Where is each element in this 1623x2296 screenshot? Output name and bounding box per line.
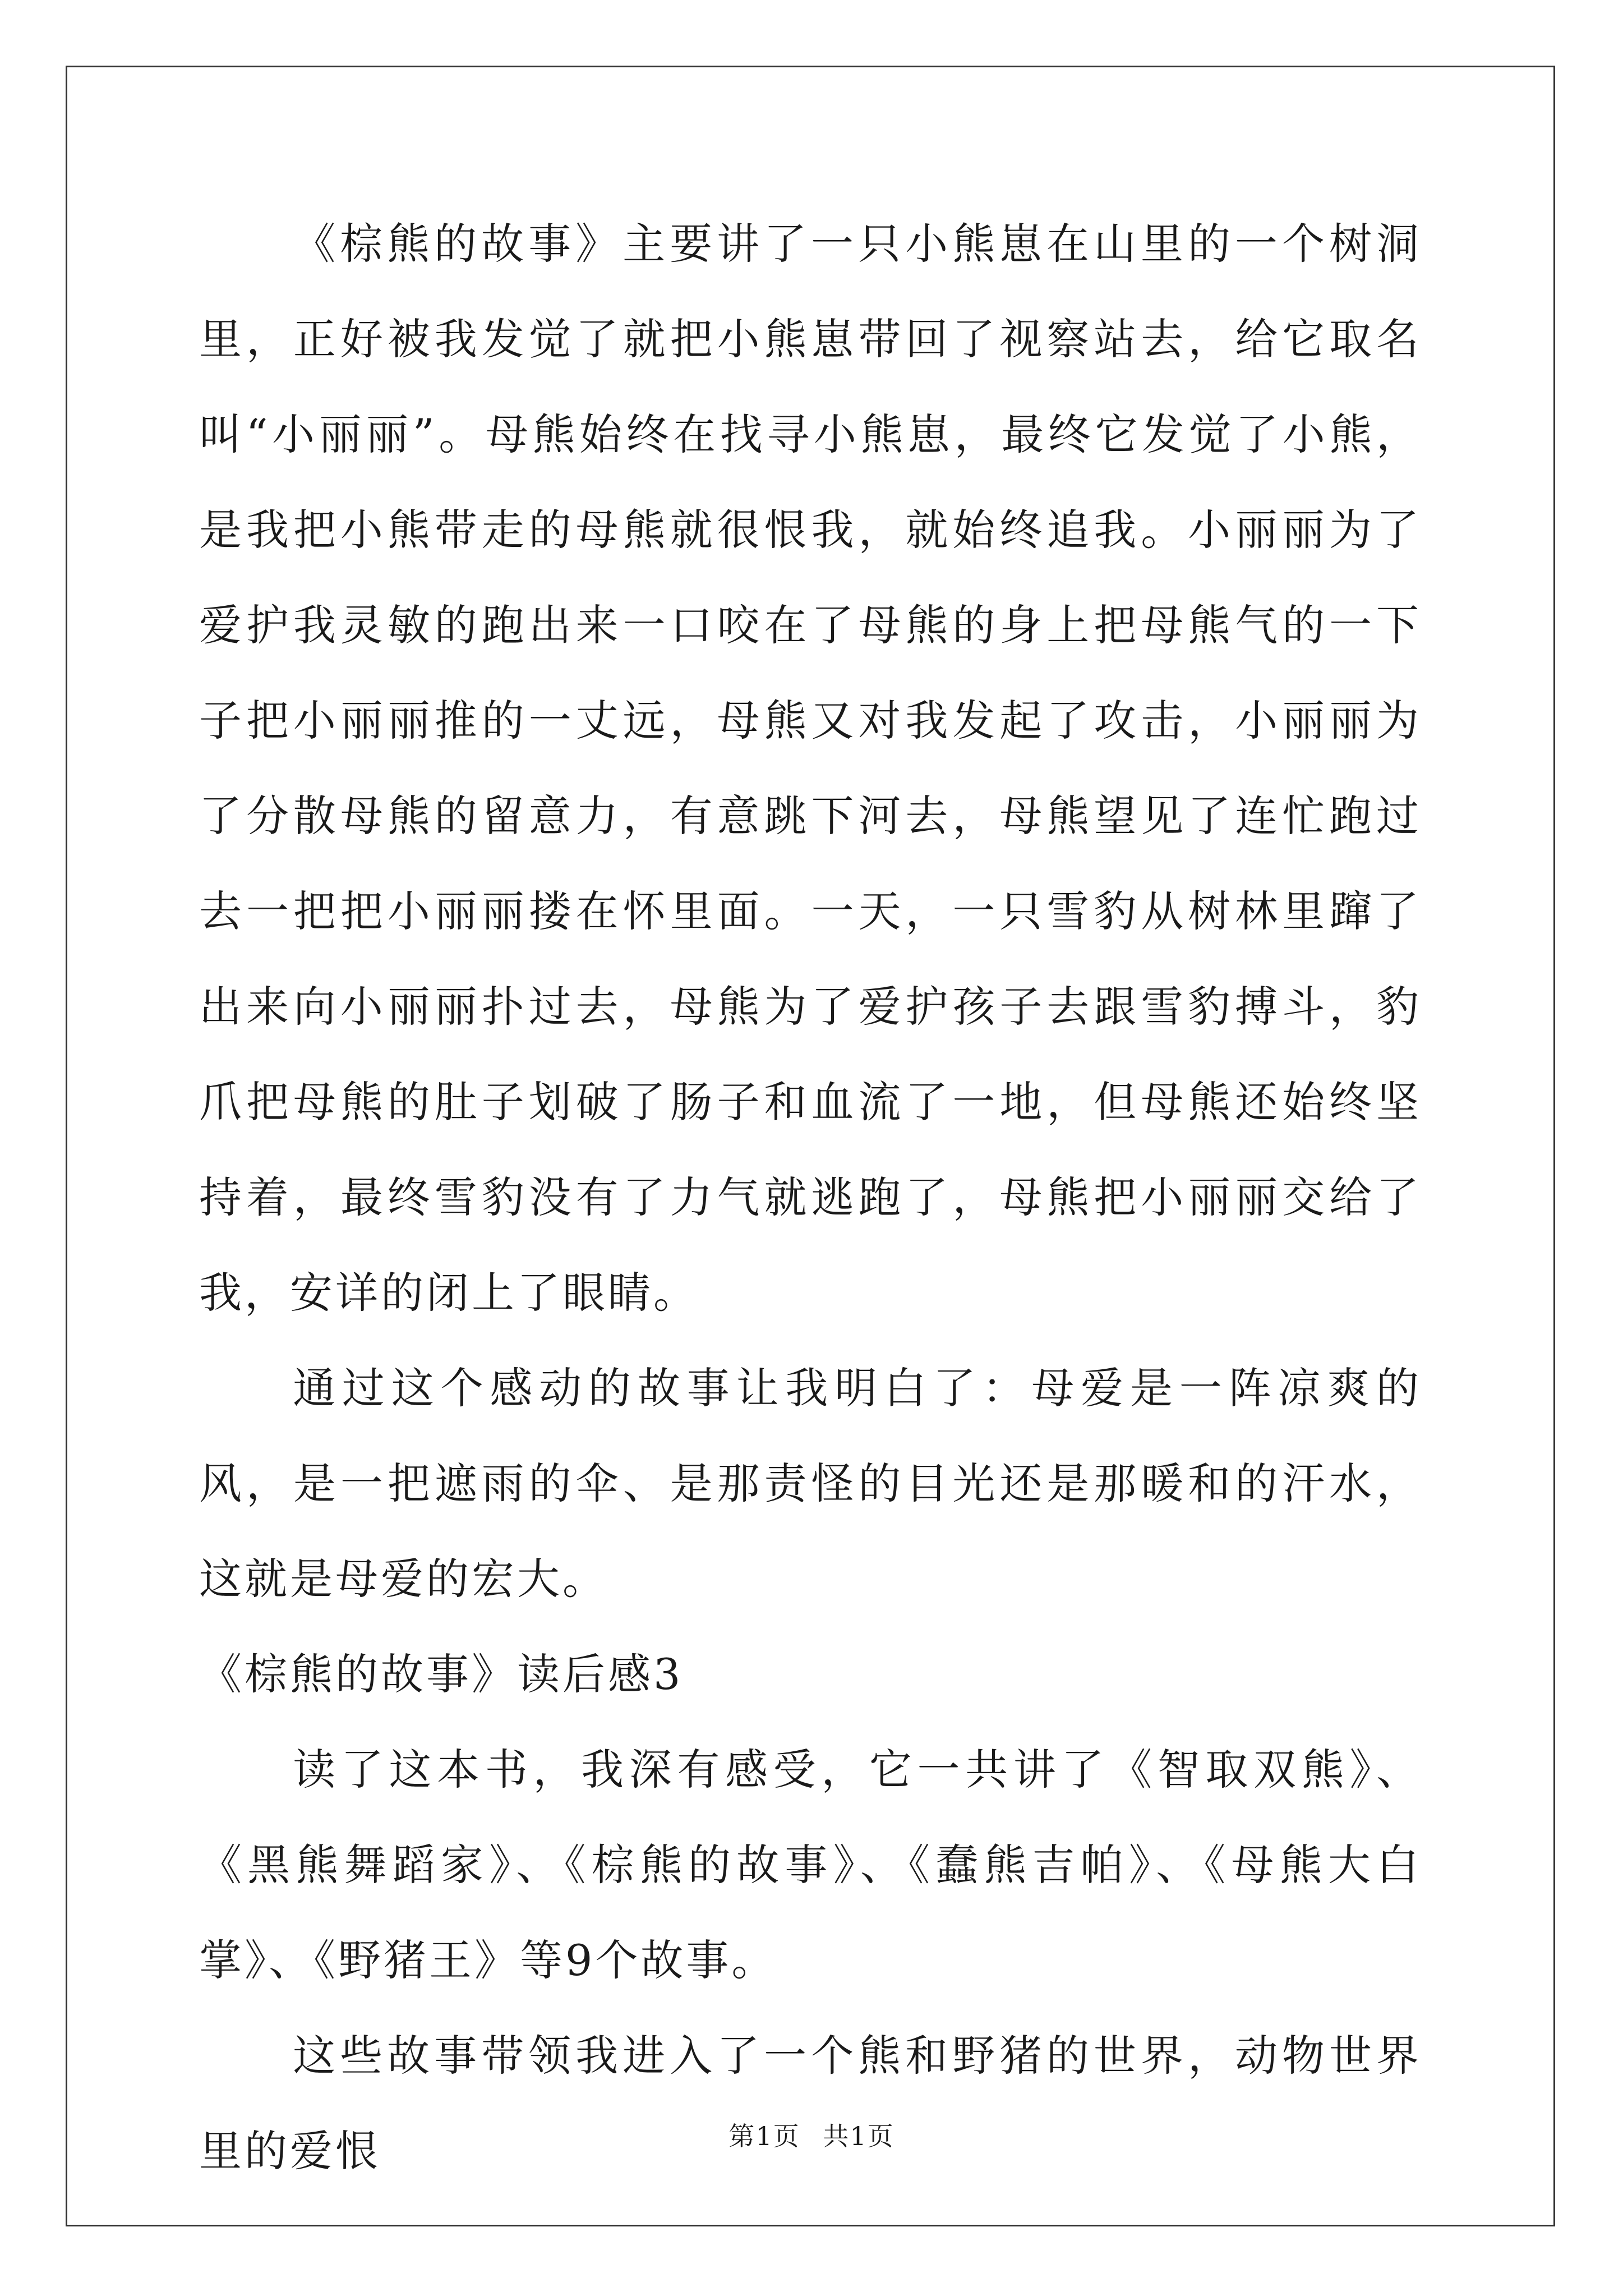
paragraph-2: 通过这个感动的故事让我明白了：母爱是一阵凉爽的风，是一把遮雨的伞、是那责怪的目光还是那暖和的汗水，这就是母爱的宏大。: [199, 1363, 1422, 1604]
page-footer: [0, 2119, 1623, 2153]
paragraph-1: 《棕熊的故事》主要讲了一只小熊崽在山里的一个树洞里，正好被我发觉了就把小熊崽带回了视察站去，给它取名叫“小丽丽”。母熊始终在找寻小熊崽，最终它发觉了小熊，是我把小熊带走的母熊就很恨我，就始终追我。小丽丽为了爱护我灵敏的跑出来一口咬在了母熊的身上把母熊气的一下子把小丽丽推的一丈远，母熊又对我发起了攻击，小丽丽为了分散母熊的留意力，有意跳下河去，母熊望见了连忙跑过去一把把小丽丽搂在怀里面。一天，一只雪豹从树林里蹿了出来向小丽丽扑过去，母熊为了爱护孩子去跟雪豹搏斗，豹爪把母熊的肚子划破了肠子和血流了一地，但母熊还始终坚持着，最终雪豹没有了力气就逃跑了，母熊把小丽丽交给了我，安详的闭上了眼睛。: [199, 219, 1422, 1318]
document-body: [199, 196, 1422, 2199]
paragraph-4: 这些故事带领我进入了一个熊和野猪的世界，动物世界里的爱恨: [199, 2031, 1422, 2176]
paragraph-3: 读了这本书，我深有感受，它一共讲了《智取双熊》、《黑熊舞蹈家》、《棕熊的故事》、《蠢熊吉帕》、《母熊大白掌》、《野猪王》等9个故事。: [199, 1745, 1422, 1985]
page-number-current: 第1页: [728, 2121, 800, 2151]
section-title: 《棕熊的故事》读后感3: [199, 1649, 684, 1699]
page-number-total: 共1页: [823, 2121, 895, 2151]
